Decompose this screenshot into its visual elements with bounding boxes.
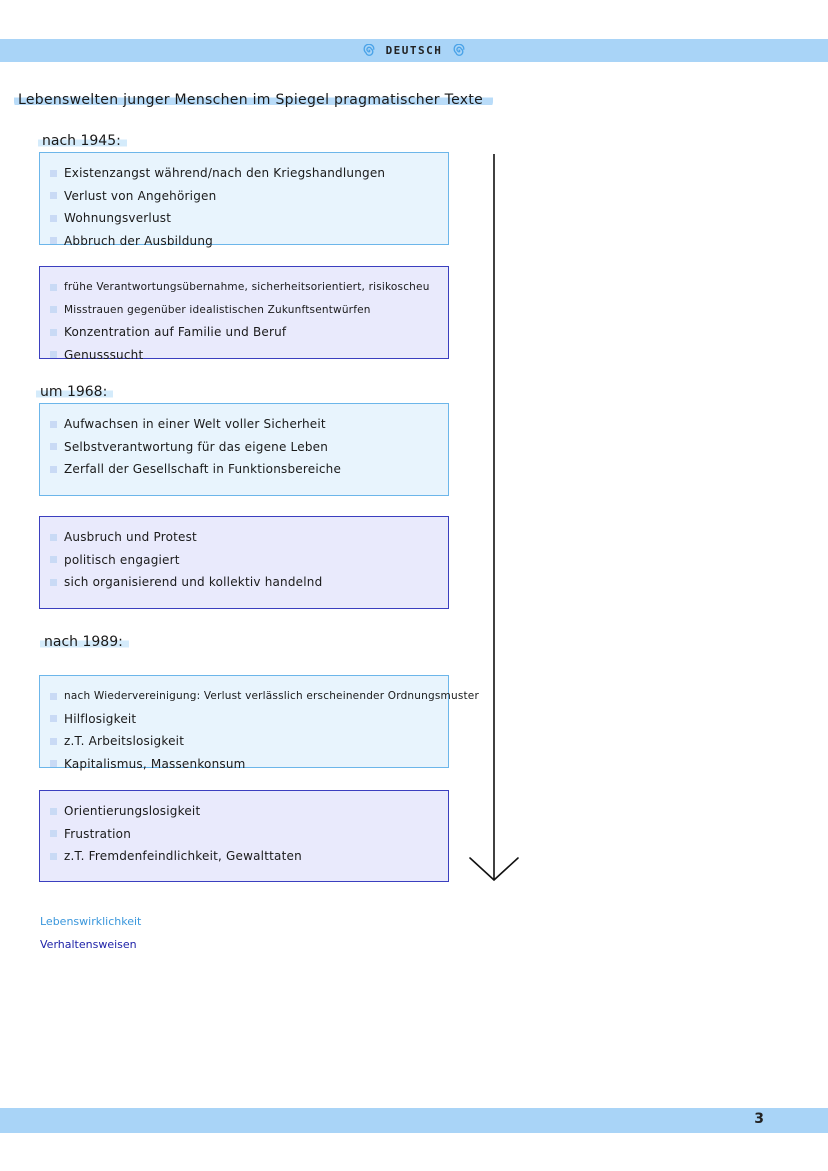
bullet-square-icon [50, 237, 57, 244]
timeline-arrow-icon [466, 152, 522, 884]
world-box [39, 675, 479, 771]
list-item-text: nach Wiedervereinigung: Verlust verlässlich erscheinender Ordnungsmuster [64, 690, 479, 702]
bullet-square-icon [50, 351, 57, 358]
list-item-text: Wohnungsverlust [64, 211, 172, 225]
list-item-text: sich organisierend und kollektiv handelnd [64, 575, 323, 589]
list-item [50, 230, 448, 253]
legend-world-label: Lebenswirklichkeit [40, 915, 142, 928]
world-box [39, 152, 449, 248]
footer-bar [0, 1108, 828, 1133]
list-item-text: Misstrauen gegenüber idealistischen Zukunftsentwürfen [64, 303, 371, 316]
bullet-square-icon [50, 534, 57, 541]
list-item [50, 299, 448, 322]
section-heading: nach 1945: [38, 133, 127, 149]
list-item [50, 549, 448, 572]
legend-behavior-label: Verhaltensweisen [40, 938, 137, 951]
bullet-square-icon [50, 466, 57, 473]
list-item-text: Existenzangst während/nach den Kriegshandlungen [64, 166, 386, 180]
bullet-square-icon [50, 579, 57, 586]
bullet-square-icon [50, 738, 57, 745]
spiral-icon [362, 44, 376, 58]
bullet-square-icon [50, 808, 57, 815]
list-item [50, 845, 448, 868]
list-item [50, 344, 448, 367]
page-number: 3 [754, 1111, 764, 1127]
bullet-square-icon [50, 329, 57, 336]
behavior-box [39, 516, 449, 609]
world-box [39, 403, 449, 496]
bullet-square-icon [50, 170, 57, 177]
bullet-square-icon [50, 760, 57, 767]
list-item [50, 413, 448, 436]
spiral-icon [452, 44, 466, 58]
list-item-text: Selbstverantwortung für das eigene Leben [64, 439, 329, 454]
list-item [50, 185, 448, 208]
bullet-square-icon [50, 192, 57, 199]
list-item-text: Ausbruch und Protest [64, 530, 197, 544]
list-item [50, 276, 448, 299]
list-item-text: Orientierungslosigkeit [64, 804, 201, 818]
list-item-text: Abbruch der Ausbildung [64, 233, 213, 248]
bullet-square-icon [50, 853, 57, 860]
list-item-text: Aufwachsen in einer Welt voller Sicherheit [64, 417, 326, 431]
behavior-box [39, 790, 449, 882]
list-item-text: Genusssucht [64, 347, 144, 362]
list-item-text: z.T. Fremdenfeindlichkeit, Gewalttaten [64, 849, 302, 863]
bullet-square-icon [50, 306, 57, 313]
bullet-square-icon [50, 284, 57, 291]
page-title: Lebenswelten junger Menschen im Spiegel pragmatischer Texte [14, 92, 493, 108]
list-item [50, 800, 448, 823]
list-item-text: frühe Verantwortungsübernahme, sicherheitsorientiert, risikoscheu [64, 281, 430, 293]
bullet-square-icon [50, 715, 57, 722]
section-heading: nach 1989: [40, 634, 129, 650]
list-item-text: Zerfall der Gesellschaft in Funktionsbereiche [64, 462, 342, 476]
header-bar [0, 39, 828, 62]
list-item-text: z.T. Arbeitslosigkeit [64, 734, 185, 748]
list-item [50, 436, 448, 459]
bullet-square-icon [50, 443, 57, 450]
list-item [50, 823, 448, 846]
list-item [50, 458, 448, 481]
bullet-square-icon [50, 830, 57, 837]
behavior-box [39, 266, 449, 362]
list-item [50, 685, 479, 708]
bullet-square-icon [50, 693, 57, 700]
list-item-text: politisch engagiert [64, 552, 180, 567]
list-item-text: Kapitalismus, Massenkonsum [64, 756, 246, 771]
list-item [50, 730, 448, 753]
subject-label: DEUTSCH [385, 44, 443, 57]
list-item-text: Frustration [64, 826, 131, 841]
list-item [50, 207, 448, 230]
list-item [50, 571, 448, 594]
list-item-text: Hilflosigkeit [64, 711, 137, 726]
section-heading: um 1968: [36, 384, 113, 400]
bullet-square-icon [50, 556, 57, 563]
list-item [50, 321, 448, 344]
list-item-text: Konzentration auf Familie und Beruf [64, 325, 287, 339]
list-item [50, 526, 448, 549]
list-item [50, 753, 448, 776]
list-item [50, 162, 448, 185]
bullet-square-icon [50, 215, 57, 222]
list-item-text: Verlust von Angehörigen [64, 188, 217, 203]
list-item [50, 708, 448, 731]
bullet-square-icon [50, 421, 57, 428]
